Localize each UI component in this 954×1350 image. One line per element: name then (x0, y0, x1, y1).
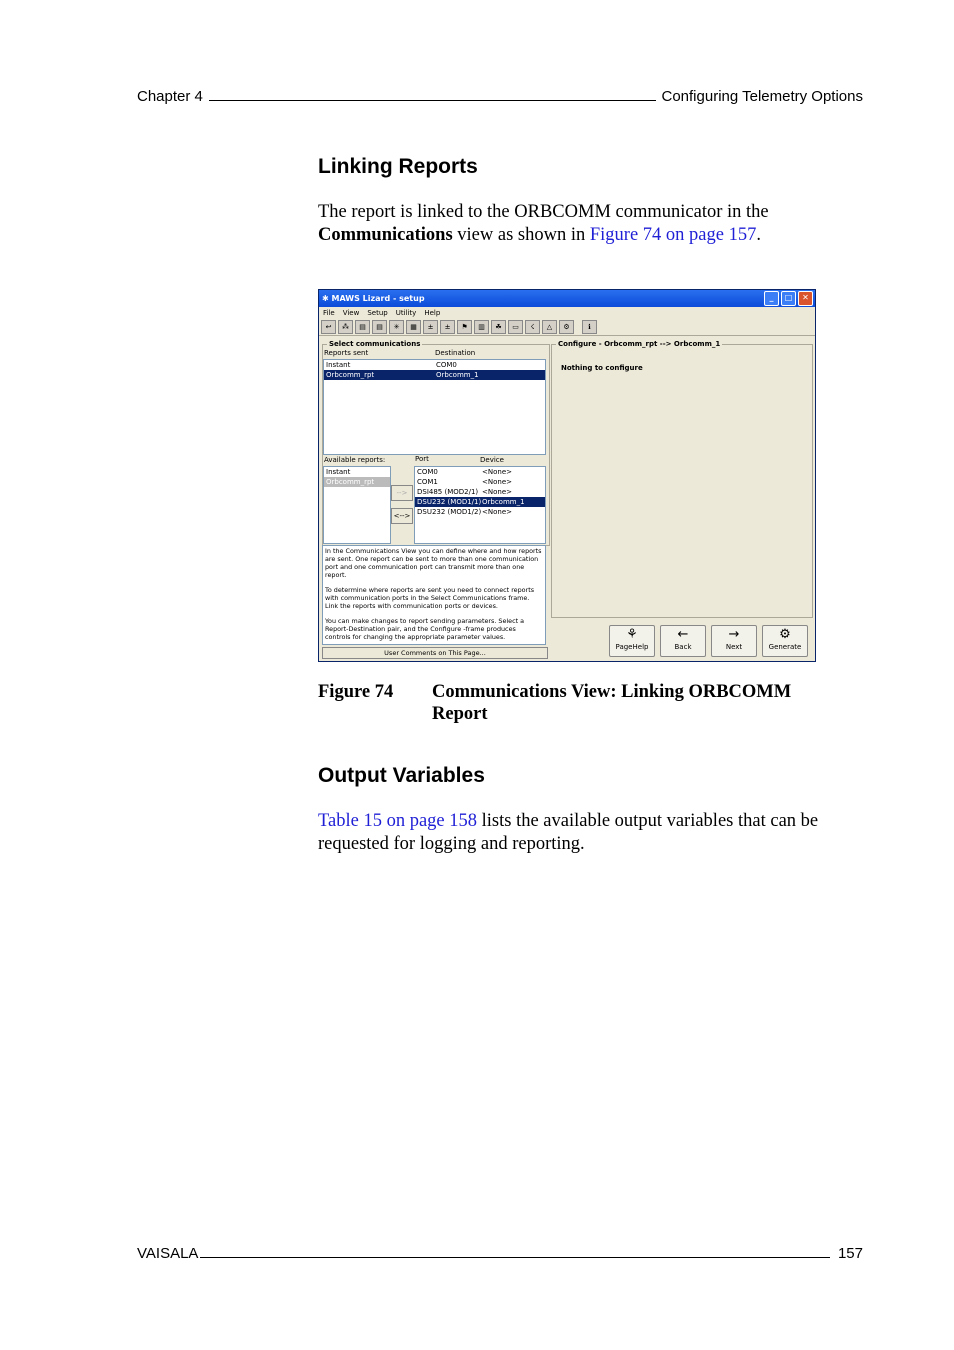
footer-rule (200, 1243, 830, 1258)
generate-button[interactable]: ⚙ Generate (762, 625, 808, 657)
next-button[interactable]: → Next (711, 625, 757, 657)
available-reports-label: Available reports: (324, 456, 386, 464)
arrow-left-icon: ← (677, 627, 689, 642)
alarm-icon[interactable]: △ (542, 320, 557, 334)
page-footer (137, 1243, 863, 1262)
toolbar (319, 319, 815, 336)
close-icon[interactable]: ✕ (798, 291, 813, 306)
device-header: Device (480, 456, 504, 464)
menu-setup[interactable]: Setup (367, 309, 388, 317)
sent-reports-list[interactable] (323, 359, 546, 455)
nothing-to-configure-text: Nothing to configure (561, 364, 643, 372)
select-communications-label: Select communications (329, 340, 421, 348)
help-icon: ⚘ (626, 627, 638, 642)
page-header (137, 86, 863, 105)
window-titlebar (319, 290, 815, 307)
report-icon[interactable]: ☘ (491, 320, 506, 334)
dec-icon[interactable]: ▤ (355, 320, 370, 334)
maws-lizard-screenshot (318, 289, 816, 662)
figure-74-link[interactable]: Figure 74 on page 157 (589, 225, 757, 245)
list-item[interactable]: COM1 <None> (417, 478, 512, 486)
reports-sent-header: Reports sent (324, 349, 369, 357)
sensor-icon[interactable]: ✳ (389, 320, 404, 334)
list-item[interactable]: DSU232 (MOD1/2) <None> (417, 508, 512, 516)
pagehelp-button[interactable]: ⚘ PageHelp (609, 625, 655, 657)
table-icon[interactable]: ▥ (474, 320, 489, 334)
list-item[interactable]: COM0 <None> (417, 468, 512, 476)
output-variables-paragraph: Table 15 on page 158 lists the available output variables that can be requested for logging and reporting. (318, 811, 819, 854)
port-header: Port (415, 455, 429, 463)
ports-list[interactable] (414, 466, 546, 544)
maximize-icon[interactable]: □ (781, 291, 796, 306)
minimize-icon[interactable]: _ (764, 291, 779, 306)
destination-header: Destination (435, 349, 476, 357)
info-icon[interactable]: ℹ (582, 320, 597, 334)
flag-icon[interactable]: ⚑ (457, 320, 472, 334)
footer-company: VAISALA (137, 1245, 199, 1262)
list-item[interactable]: Orbcomm_rpt Orbcomm_1 (324, 370, 545, 380)
network-icon[interactable]: ⁂ (338, 320, 353, 334)
open-icon[interactable]: ↩ (321, 320, 336, 334)
comms-icon[interactable]: ☇ (525, 320, 540, 334)
unlink-button[interactable]: <--> (391, 508, 413, 524)
user-comments-button[interactable]: User Comments on This Page... (322, 647, 548, 659)
menu-file[interactable]: File (323, 309, 335, 317)
table-15-link[interactable]: Table 15 on page 158 (318, 811, 477, 831)
menu-help[interactable]: Help (424, 309, 441, 317)
generate-icon[interactable]: ⚙ (559, 320, 574, 334)
configure-label: Configure - Orbcomm_rpt --> Orbcomm_1 (558, 340, 721, 348)
calc2-icon[interactable]: ± (440, 320, 455, 334)
page-number: 157 (837, 1245, 863, 1262)
output-variables-heading: Output Variables (318, 764, 485, 787)
configure-group (551, 340, 813, 618)
figure-number: Figure 74 (318, 682, 394, 702)
communications-bold: Communications (318, 225, 453, 245)
available-reports-list[interactable] (323, 466, 391, 544)
dec2-icon[interactable]: ▤ (372, 320, 387, 334)
list-item[interactable]: Orbcomm_rpt (324, 477, 390, 487)
help-text-box: In the Communications View you can define where and how reports are sent. One report can be sent to more than one communication port and one communication port can transmit more than one report. To determine where reports are sent you need to connect reports with communication ports in the Select Communications frame. Link the reports with communication ports or devices. You can make changes to report sending parameters. Select a Report-Destination pair, and the Configure -frame produces controls for changing the appropriate parameter values. (322, 545, 546, 645)
menubar (319, 307, 815, 319)
app-logo-icon: ✱ (322, 294, 332, 303)
calc-icon[interactable]: ± (423, 320, 438, 334)
list-item[interactable]: DSU232 (MOD1/1) Orbcomm_1 (415, 497, 545, 507)
list-item[interactable]: Instant COM0 (326, 361, 457, 369)
page-icon[interactable]: ▭ (508, 320, 523, 334)
arrow-right-icon: → (728, 627, 740, 642)
gears-icon: ⚙ (779, 627, 791, 642)
linking-reports-paragraph: The report is linked to the ORBCOMM communicator in the Communications view as shown in Figure 74 on page 157. (318, 202, 769, 245)
window-title: MAWS Lizard - setup (331, 294, 425, 303)
figure-title: Communications View: Linking ORBCOMM Report (432, 682, 792, 724)
header-chapter: Chapter 4 (137, 88, 203, 105)
list-item[interactable]: DSI485 (MOD2/1) <None> (417, 488, 512, 496)
header-rule (209, 86, 656, 101)
linking-reports-heading: Linking Reports (318, 155, 478, 178)
log-icon[interactable]: ▦ (406, 320, 421, 334)
menu-utility[interactable]: Utility (395, 309, 417, 317)
header-chapter-title: Configuring Telemetry Options (661, 88, 863, 105)
back-button[interactable]: ← Back (660, 625, 706, 657)
menu-view[interactable]: View (342, 309, 360, 317)
link-button[interactable]: --> (391, 485, 413, 501)
list-item[interactable]: Instant (326, 468, 351, 476)
